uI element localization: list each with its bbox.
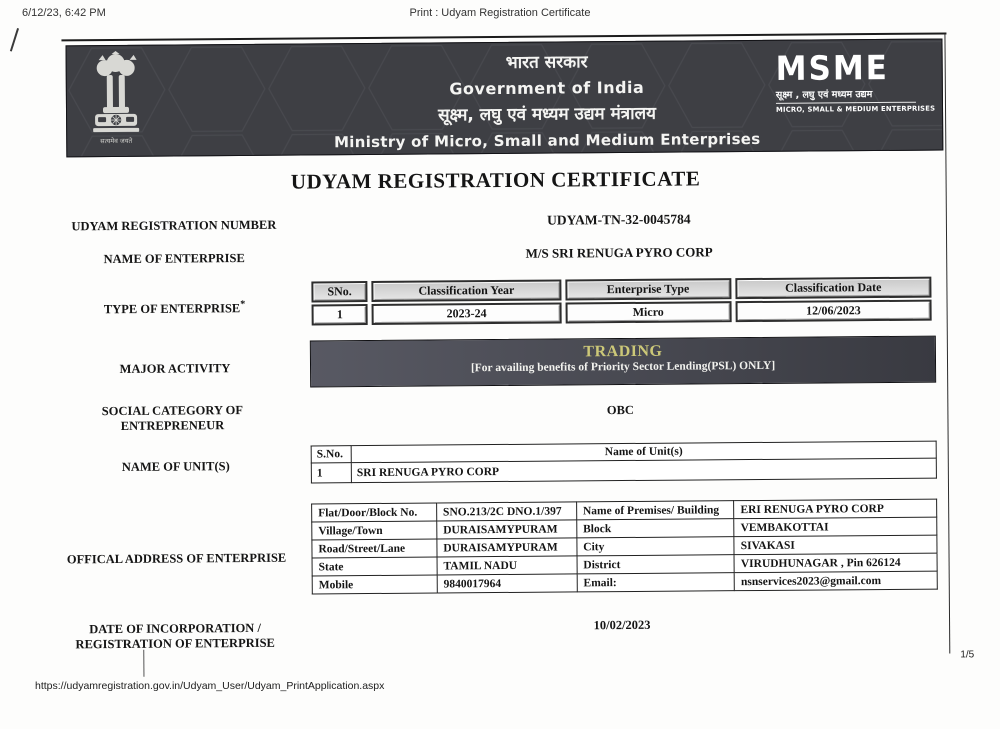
address-field-value: ERI RENUGA PYRO CORP	[734, 499, 937, 519]
asterisk-mark: *	[240, 299, 245, 310]
address-field-label: Block	[577, 519, 735, 538]
address-field-label: Flat/Door/Block No.	[312, 503, 437, 522]
print-datetime: 6/12/23, 6:42 PM	[22, 7, 106, 19]
col-header-classification-date: Classification Date	[735, 277, 931, 300]
page-border-right	[944, 33, 950, 653]
address-field-value: SIVAKASI	[734, 535, 937, 555]
enterprise-name-label: NAME OF ENTERPRISE	[34, 250, 314, 267]
col-header-classification-year: Classification Year	[372, 280, 561, 302]
scan-fold-line	[143, 650, 144, 677]
date-of-incorporation-value: 10/02/2023	[302, 616, 942, 636]
registration-number-label: UDYAM REGISTRATION NUMBER	[34, 217, 314, 234]
address-field-label: State	[312, 557, 437, 576]
print-page-title: Print : Udyam Registration Certificate	[0, 7, 1000, 19]
official-address-label: OFFICAL ADDRESS OF ENTERPRISE	[36, 550, 316, 567]
cell-classification-year: 2023-24	[372, 303, 561, 325]
col-header-sno: S.No.	[311, 446, 351, 463]
address-field-value: DURAISAMYPURAM	[437, 538, 577, 557]
address-field-label: Mobile	[312, 575, 437, 594]
address-field-value: TAMIL NADU	[437, 556, 577, 575]
col-header-sno: SNo.	[311, 281, 368, 302]
address-field-value: nsnservices2023@gmail.com	[734, 571, 937, 591]
type-of-enterprise-label: TYPE OF ENTERPRISE*	[34, 298, 314, 317]
cell-sno: 1	[311, 463, 351, 483]
major-activity-bar	[310, 336, 936, 388]
certificate-title: UDYAM REGISTRATION CERTIFICATE	[0, 164, 993, 197]
social-category-value: OBC	[300, 401, 940, 421]
msme-banner	[65, 39, 943, 158]
banner-english-ministry: Ministry of Micro, Small and Medium Enterprises	[297, 127, 797, 155]
social-category-label: SOCIAL CATEGORY OF ENTREPRENEUR	[72, 403, 272, 435]
major-activity-value: TRADING	[311, 341, 935, 364]
major-activity-note: [For availing benefits of Priority Sector Lending(PSL) ONLY]	[311, 359, 935, 376]
address-table	[311, 499, 938, 595]
page-number: 1/5	[960, 649, 974, 660]
cell-unit-name: SRI RENUGA PYRO CORP	[351, 458, 936, 483]
table-row	[312, 300, 932, 326]
address-field-label: District	[577, 555, 735, 574]
msme-logo	[776, 50, 916, 114]
cell-sno: 1	[312, 304, 369, 325]
msme-logo-hindi: सूक्ष्म , लघु एवं मध्यम उद्यम	[776, 87, 916, 104]
banner-hindi-government: भारत सरकार	[297, 49, 797, 78]
registration-number-value: UDYAM-TN-32-0045784	[299, 210, 939, 231]
type-of-enterprise-table	[307, 275, 935, 328]
address-field-label: City	[577, 537, 735, 556]
cell-classification-date: 12/06/2023	[735, 300, 931, 323]
banner-text-block	[297, 49, 798, 155]
table-row	[312, 571, 937, 594]
name-of-units-label: NAME OF UNIT(S)	[36, 458, 316, 475]
col-header-unit-name: Name of Unit(s)	[351, 441, 936, 463]
pen-mark-artifact	[10, 28, 19, 51]
col-header-enterprise-type: Enterprise Type	[565, 278, 731, 300]
address-field-label: Name of Premises/ Building	[576, 501, 734, 520]
address-field-value: DURAISAMYPURAM	[437, 520, 577, 539]
banner-hindi-ministry: सूक्ष्म, लघु एवं मध्यम उद्यम मंत्रालय	[297, 100, 797, 131]
address-field-value: VIRUDHUNAGAR , Pin 626124	[734, 553, 937, 573]
units-table	[311, 441, 937, 484]
enterprise-name-value: M/S SRI RENUGA PYRO CORP	[299, 243, 939, 264]
table-row	[311, 458, 936, 483]
address-field-value: SNO.213/2C DNO.1/397	[436, 502, 576, 521]
table-header-row	[311, 277, 931, 303]
emblem-caption: सत्यमेव जयते	[100, 137, 132, 145]
address-field-label: Road/Street/Lane	[312, 539, 437, 558]
address-field-value: 9840017964	[437, 574, 577, 593]
address-field-label: Email:	[577, 573, 735, 592]
print-footer-url: https://udyamregistration.gov.in/Udyam_User/Udyam_PrintApplication.aspx	[35, 680, 384, 692]
address-field-value: VEMBAKOTTAI	[734, 517, 937, 537]
cell-enterprise-type: Micro	[565, 301, 731, 323]
date-of-incorporation-label: DATE OF INCORPORATION / REGISTRATION OF ENTERPRISE	[50, 621, 300, 653]
ashoka-emblem-icon	[85, 51, 148, 153]
address-field-label: Village/Town	[312, 521, 437, 540]
msme-logo-english: MICRO, SMALL & MEDIUM ENTERPRISES	[776, 105, 916, 114]
major-activity-label: MAJOR ACTIVITY	[35, 360, 315, 377]
banner-english-government: Government of India	[297, 74, 797, 104]
msme-logo-word: MSME	[776, 50, 916, 88]
